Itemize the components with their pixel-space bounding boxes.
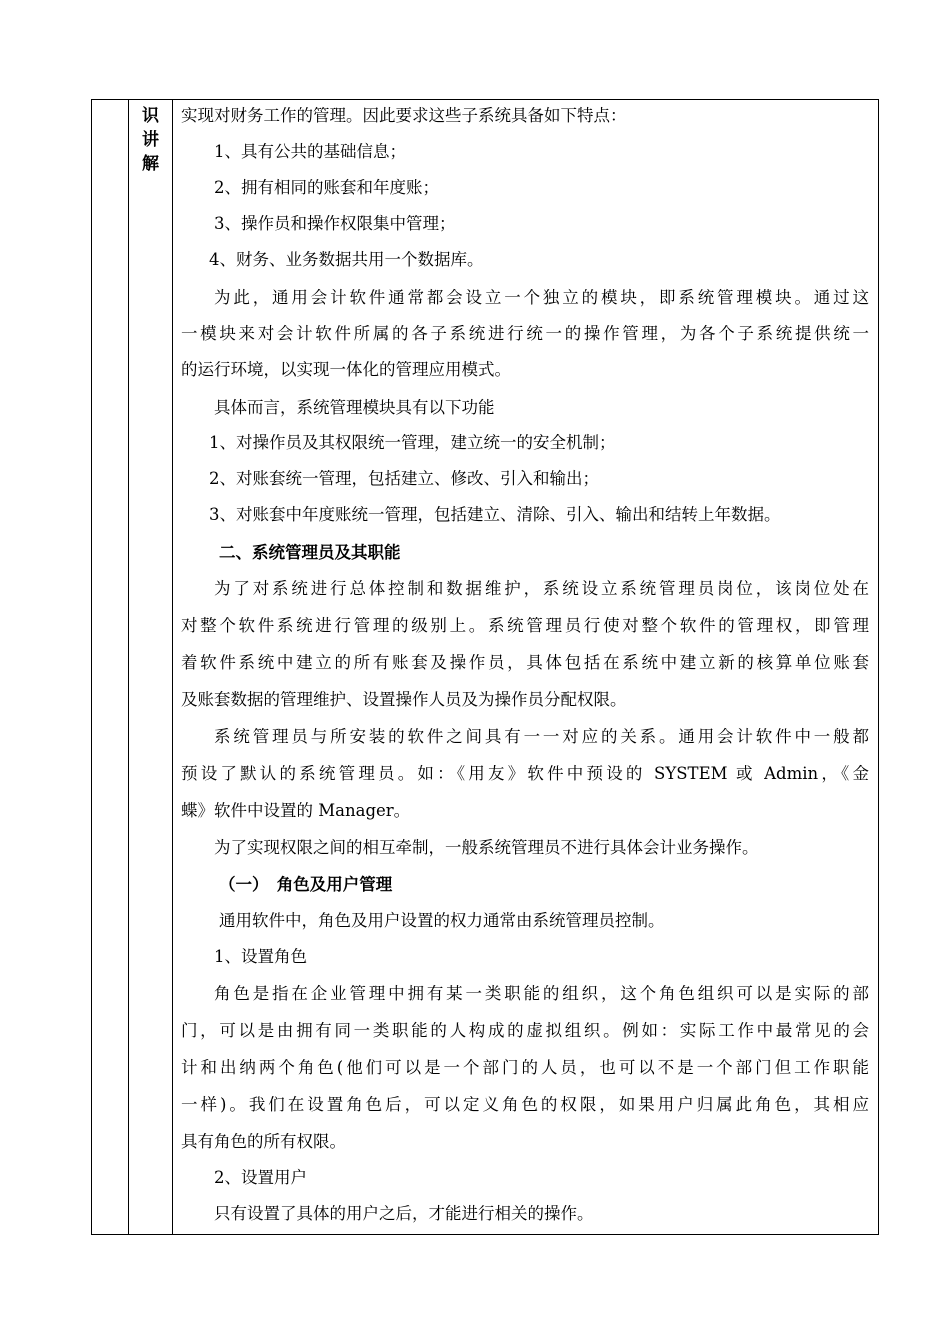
list-item: 3、操作员和操作权限集中管理； (214, 214, 456, 233)
paragraph-line: 计和出纳两个角色(他们可以是一个部门的人员，也可以不是一个部门但工作职能 (181, 1058, 869, 1077)
paragraph-line: 及账套数据的管理维护、设置操作人员及为操作员分配权限。 (181, 690, 627, 709)
section-label-char: 识 (142, 106, 159, 126)
paragraph-line: 角色是指在企业管理中拥有某一类职能的组织，这个角色组织可以是实际的部 (214, 984, 869, 1003)
list-item: 2、拥有相同的账套和年度账； (214, 178, 439, 197)
paragraph-line: 对整个软件系统进行管理的级别上。系统管理员行使对整个软件的管理权，即管理 (181, 616, 869, 635)
section-heading: 二、系统管理员及其职能 (219, 543, 401, 562)
paragraph-line: 通用软件中，角色及用户设置的权力通常由系统管理员控制。 (219, 911, 665, 930)
paragraph-line: 只有设置了具体的用户之后，才能进行相关的操作。 (214, 1204, 594, 1223)
section-label-char: 解 (142, 154, 159, 174)
section-label-char: 讲 (142, 130, 159, 150)
paragraph-line: 蝶》软件中设置的 Manager。 (181, 801, 411, 820)
paragraph-line: 预设了默认的系统管理员。如：《用友》软件中预设的 SYSTEM 或 Admin，《金 (181, 764, 869, 783)
paragraph-line: 一模块来对会计软件所属的各子系统进行统一的操作管理，为各个子系统提供统一 (181, 324, 869, 343)
list-item: 3、对账套中年度账统一管理，包括建立、清除、引入、输出和结转上年数据。 (209, 505, 781, 524)
item-heading: 1、设置角色 (214, 947, 307, 966)
paragraph-line: 一样)。我们在设置角色后，可以定义角色的权限，如果用户归属此角色，其相应 (181, 1095, 869, 1114)
list-item: 1、对操作员及其权限统一管理，建立统一的安全机制； (209, 433, 616, 452)
list-item: 2、对账套统一管理，包括建立、修改、引入和输出； (209, 469, 599, 488)
paragraph-line: 实现对财务工作的管理。因此要求这些子系统具备如下特点： (181, 106, 627, 125)
list-item: 1、具有公共的基础信息； (214, 142, 406, 161)
lecture-table (91, 99, 879, 1235)
paragraph-line: 的运行环境，以实现一体化的管理应用模式。 (181, 360, 511, 379)
paragraph-line: 为此，通用会计软件通常都会设立一个独立的模块，即系统管理模块。通过这 (214, 288, 869, 307)
paragraph-line: 为了对系统进行总体控制和数据维护，系统设立系统管理员岗位，该岗位处在 (214, 579, 869, 598)
column-divider (172, 100, 173, 1234)
paragraph-line: 具体而言，系统管理模块具有以下功能 (214, 398, 495, 417)
list-item: 4、财务、业务数据共用一个数据库。 (209, 250, 484, 269)
paragraph-line: 具有角色的所有权限。 (181, 1132, 346, 1151)
column-divider (128, 100, 129, 1234)
paragraph-line: 为了实现权限之间的相互牵制，一般系统管理员不进行具体会计业务操作。 (214, 838, 759, 857)
section-label (129, 104, 172, 176)
subsection-heading: （一） 角色及用户管理 (219, 875, 393, 894)
paragraph-line: 着软件系统中建立的所有账套及操作员，具体包括在系统中建立新的核算单位账套 (181, 653, 869, 672)
paragraph-line: 门，可以是由拥有同一类职能的人构成的虚拟组织。例如：实际工作中最常见的会 (181, 1021, 869, 1040)
item-heading: 2、设置用户 (214, 1168, 307, 1187)
paragraph-line: 系统管理员与所安装的软件之间具有一一对应的关系。通用会计软件中一般都 (214, 727, 869, 746)
